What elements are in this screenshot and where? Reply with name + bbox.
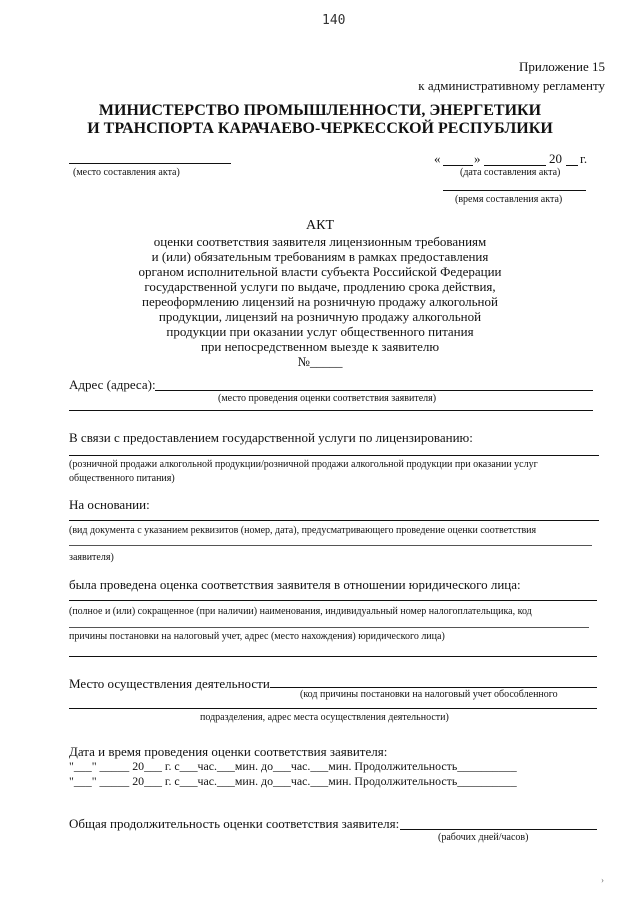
act-date-year-suffix: г. [580, 151, 588, 166]
annex-line-1: Приложение 15 [518, 59, 605, 74]
entity-line-1 [69, 600, 597, 601]
act-title-line-4: государственной услуги по выдаче, продлению срока действия, [144, 279, 496, 294]
act-title-line-8: при непосредственном выезде к заявителю [200, 339, 440, 354]
act-title-line-3: органом исполнительной власти субъекта Российской Федерации [138, 264, 502, 279]
service-caption-line-1: (розничной продажи алкогольной продукции/розничной продажи алкогольной продукции при оказании услуг [69, 459, 538, 470]
annex-line-2: к административному регламенту [418, 78, 605, 93]
act-time-caption: (время составления акта) [455, 194, 563, 205]
basis-line-2 [69, 545, 592, 546]
ministry-heading-line-2: И ТРАНСПОРТА КАРАЧАЕВО-ЧЕРКЕССКОЙ РЕСПУБЛИКИ [87, 120, 553, 137]
entity-caption-line-1: (полное и (или) сокращенное (при наличии) наименования, индивидуальный номер налогоплательщика, код [69, 606, 532, 617]
activity-place-line-2 [69, 708, 597, 709]
activity-place-line-1 [270, 687, 597, 688]
service-line [69, 455, 599, 456]
entity-line-3 [69, 656, 597, 657]
activity-place-caption-line-2: подразделения, адрес места осуществления деятельности) [200, 712, 449, 723]
datetime-row-1: "___" _____ 20___ г. с___час.___мин. до___час.___мин. Продолжительность__________ [69, 759, 517, 773]
margin-mark: › [601, 875, 604, 885]
basis-line-1 [69, 520, 599, 521]
basis-label: На основании: [69, 497, 150, 512]
act-title-line-5: переоформлению лицензий на розничную продажу алкогольной [142, 294, 498, 309]
act-title: АКТ [306, 218, 334, 233]
act-date-caption: (дата составления акта) [460, 167, 561, 178]
act-time-line [443, 190, 586, 191]
act-date-day-line [443, 165, 473, 166]
act-place-line [69, 163, 231, 164]
total-duration-caption: (рабочих дней/часов) [438, 832, 529, 843]
activity-place-label: Место осуществления деятельности [69, 676, 270, 691]
service-caption-line-2: общественного питания) [69, 473, 175, 484]
act-date-open-quote: « [434, 151, 441, 166]
entity-line-2 [69, 627, 589, 628]
total-duration-label: Общая продолжительность оценки соответствия заявителя: [69, 816, 400, 831]
service-label: В связи с предоставлением государственной услуги по лицензированию: [69, 430, 473, 445]
act-title-line-6: продукции, лицензий на розничную продажу алкогольной [158, 309, 482, 324]
activity-place-caption-line-1: (код причины постановки на налоговый учет обособленного [300, 689, 558, 700]
basis-caption-line-1: (вид документа с указанием реквизитов (номер, дата), предусматривающего проведение оценки соответствия [69, 525, 537, 536]
datetime-row-2: "___" _____ 20___ г. с___час.___мин. до___час.___мин. Продолжительность__________ [69, 774, 517, 788]
entity-label: была проведена оценка соответствия заявителя в отношении юридического лица: [69, 577, 521, 592]
act-date-year-prefix: 20 [549, 151, 562, 166]
act-number: №_____ [297, 354, 343, 369]
ministry-heading-line-1: МИНИСТЕРСТВО ПРОМЫШЛЕННОСТИ, ЭНЕРГЕТИКИ [98, 102, 542, 119]
act-date-month-line [484, 165, 546, 166]
act-title-line-1: оценки соответствия заявителя лицензионным требованиям [153, 234, 487, 249]
total-duration-line [400, 829, 597, 830]
address-line-2 [69, 410, 593, 411]
act-date-close-quote: » [474, 151, 481, 166]
datetime-label: Дата и время проведения оценки соответствия заявителя: [69, 744, 388, 759]
entity-caption-line-2: причины постановки на налоговый учет, адрес (место нахождения) юридического лица) [69, 631, 445, 642]
act-title-line-7: продукции при оказании услуг общественного питания [166, 324, 474, 339]
act-place-caption: (место составления акта) [73, 167, 180, 178]
page-number: 140 [322, 13, 346, 28]
basis-caption-line-2: заявителя) [69, 552, 114, 563]
address-caption: (место проведения оценки соответствия заявителя) [218, 393, 437, 404]
address-label: Адрес (адреса): [69, 377, 156, 392]
address-line-1 [155, 390, 593, 391]
act-date-year-line [566, 165, 578, 166]
act-title-line-2: и (или) обязательным требованиям в рамках предоставления [151, 249, 489, 264]
